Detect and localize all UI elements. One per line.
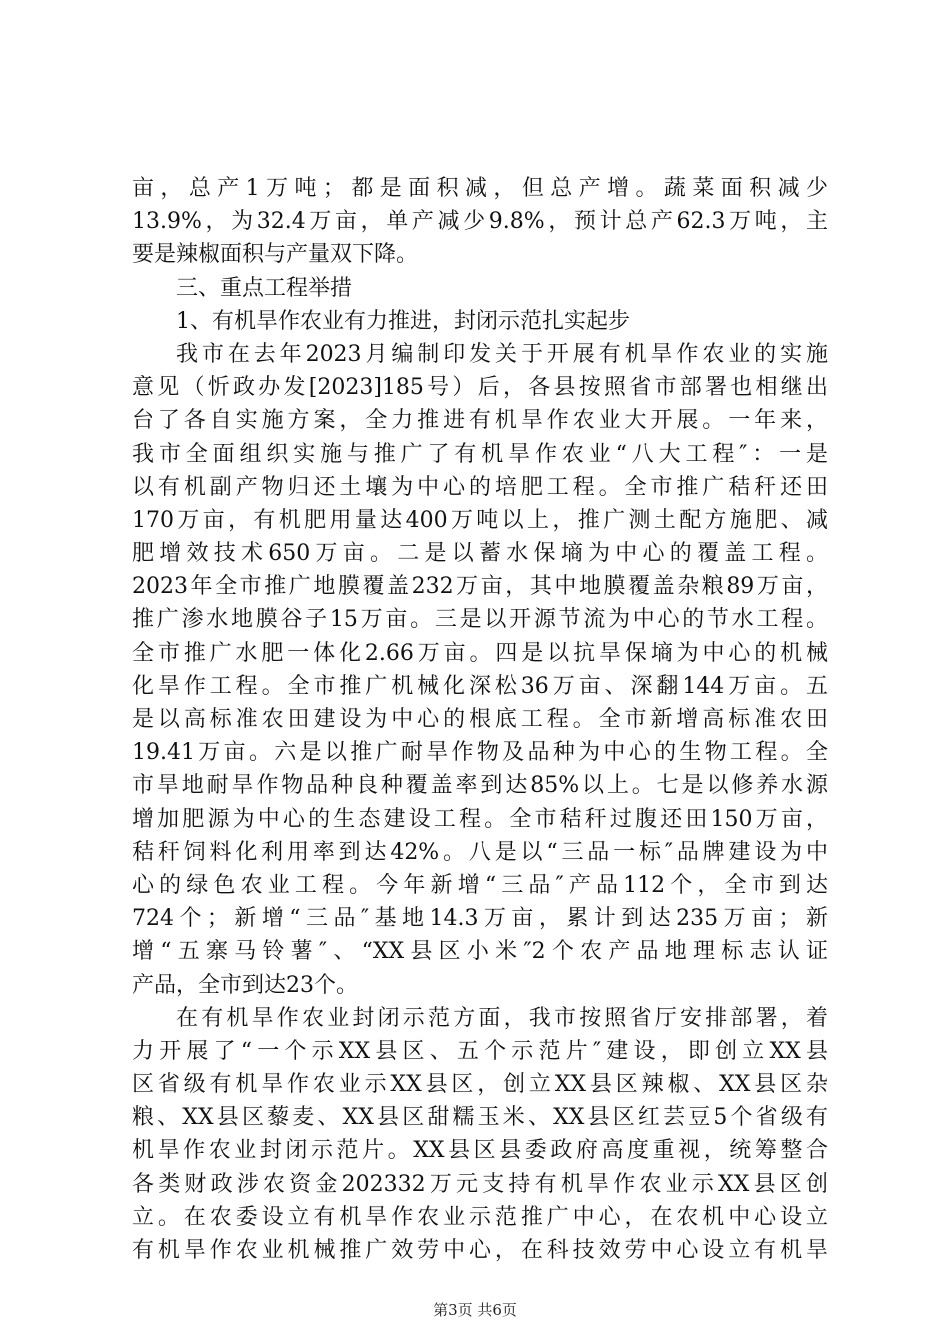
text-line: 全市推广水肥一体化2.66万亩。四是以抗旱保墒为中心的机械 [132,640,828,666]
text-line: 推广渗水地膜谷子15万亩。三是以开源节流为中心的节水工程。 [132,607,828,633]
text-line: 13.9%，为32.4万亩，单产减少9.8%，预计总产62.3万吨，主 [132,209,828,235]
text-line: 秸秆饲料化利用率到达42%。八是以“三品一标″品牌建设为中 [132,839,828,865]
text-line: 肥增效技术650万亩。二是以蓄水保墒为中心的覆盖工程。 [132,541,828,567]
text-line: 增加肥源为中心的生态建设工程。全市秸秆过腹还田150万亩， [132,806,828,832]
text-line: 三、重点工程举措 [176,275,353,301]
text-line: 在有机旱作农业封闭示范方面，我市按照省厅安排部署，着 [176,1005,828,1031]
text-line: 各类财政涉农资金202332万元支持有机旱作农业示XX县区创 [132,1171,828,1197]
text-line: 170万亩，有机肥用量达400万吨以上，推广测土配方施肥、减 [132,507,828,533]
text-line: 力开展了“一个示XX县区、五个示范片″建设，即创立XX县 [132,1038,828,1064]
page-number: 第3页 共6页 [433,1301,517,1319]
text-line: 以有机副产物归还土壤为中心的培肥工程。全市推广秸秆还田 [132,474,828,500]
text-line: 市旱地耐旱作物品种良种覆盖率到达85%以上。七是以修养水源 [132,773,828,799]
text-line: 要是辣椒面积与产量双下降。 [132,242,419,268]
text-line: 区省级有机旱作农业示XX县区，创立XX县区辣椒、XX县区杂 [132,1072,828,1098]
text-line: 我市在去年2023月编制印发关于开展有机旱作农业的实施 [176,341,828,367]
text-line: 是以高标准农田建设为中心的根底工程。全市新增高标准农田 [132,707,828,732]
text-line: 产品，全市到达23个。 [132,972,358,998]
text-line: 化旱作工程。全市推广机械化深松36万亩、深翻144万亩。五 [132,673,828,699]
document-body [132,172,828,1267]
text-line: 增“五寨马铃薯″、“XX县区小米″2个农产品地理标志认证 [132,939,828,965]
text-line: 1、有机旱作农业有力推进，封闭示范扎实起步 [176,308,630,334]
text-line: 意见（忻政办发[2023]185号）后，各县按照省市部署也相继出 [132,375,828,401]
text-line: 有机旱作农业机械推广效劳中心，在科技效劳中心设立有机旱 [132,1238,828,1263]
text-line: 我市全面组织实施与推广了有机旱作农业“八大工程″：一是 [132,441,828,467]
page-footer [0,1300,950,1320]
text-line: 19.41万亩。六是以推广耐旱作物及品种为中心的生物工程。全 [132,740,828,766]
text-line: 粮、XX县区藜麦、XX县区甜糯玉米、XX县区红芸豆5个省级有 [132,1105,828,1131]
text-line: 亩，总产1万吨；都是面积减，但总产增。蔬菜面积减少 [132,176,828,201]
text-line: 心的绿色农业工程。今年新增“三品″产品112个，全市到达 [132,872,828,898]
text-line: 机旱作农业封闭示范片。XX县区县委政府高度重视，统筹整合 [132,1138,828,1164]
text-line: 724个；新增“三品″基地14.3万亩，累计到达235万亩；新 [132,906,828,932]
text-line: 立。在农委设立有机旱作农业示范推广中心，在农机中心设立 [132,1204,828,1230]
text-line: 2023年全市推广地膜覆盖232万亩，其中地膜覆盖杂粮89万亩， [132,574,828,600]
text-line: 台了各自实施方案，全力推进有机旱作农业大开展。一年来， [132,408,828,434]
